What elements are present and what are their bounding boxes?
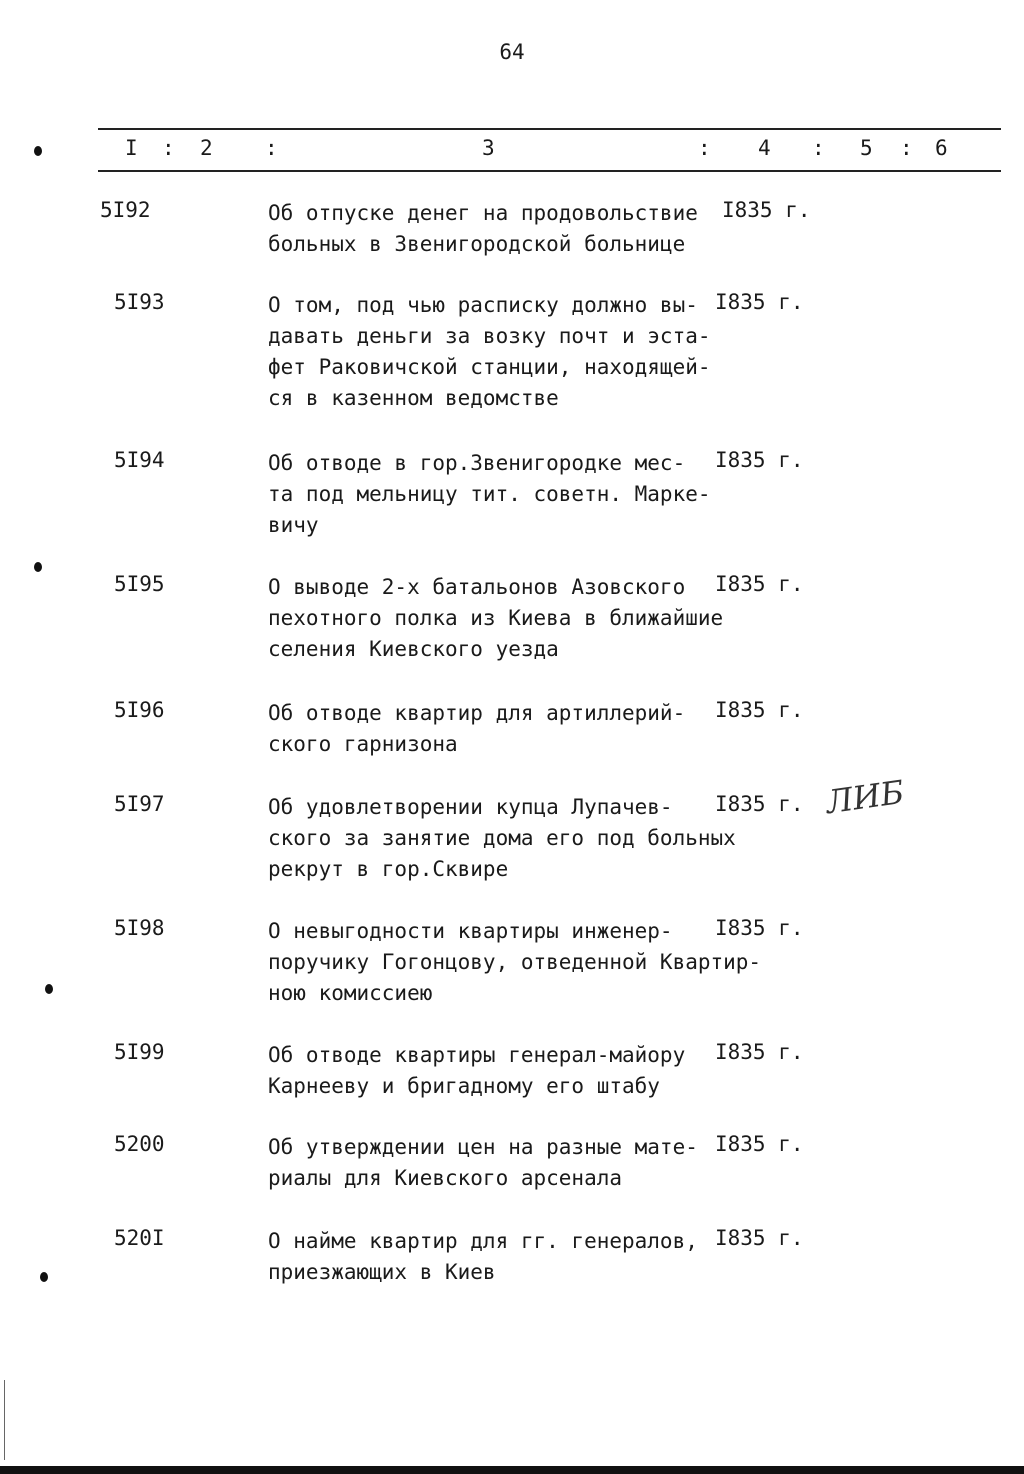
entry-year: I835 г. [715, 698, 804, 722]
entry-text: О том, под чью расписку должно вы- давать деньги за возку почт и эста- фет Раковичской станции, находящей- ся в казенном ведомстве [268, 293, 711, 410]
entry-number: 520I [114, 1226, 165, 1250]
entry-year: I835 г. [715, 1226, 804, 1250]
entry-number: 5I96 [114, 698, 165, 722]
entry-number: 5200 [114, 1132, 165, 1156]
entry-year: I835 г. [715, 572, 804, 596]
header-col1: I [125, 136, 138, 160]
entry-year: I835 г. [715, 916, 804, 940]
header-col6: 6 [935, 136, 948, 160]
entry-text: Об удовлетворении купца Лупачев- ского за занятие дома его под больных рекрут в гор.Сквире [268, 795, 736, 881]
header-sep1: : [162, 136, 175, 160]
entry-number: 5I97 [114, 792, 165, 816]
entry-number: 5I98 [114, 916, 165, 940]
header-sep4: : [812, 136, 825, 160]
entry-text: О выводе 2-х батальонов Азовского пехотного полка из Киева в ближайшие селения Киевского уезда [268, 575, 724, 661]
entry-text: Об отпуске денег на продовольствие больных в Звенигородской больнице [268, 201, 698, 256]
entry-text: О невыгодности квартиры инженер- поручику Гогонцову, отведенной Квартир- ною комиссиею [268, 919, 762, 1005]
entry-year: I835 г. [715, 290, 804, 314]
punch-hole-mark [45, 984, 53, 994]
header-col3: 3 [482, 136, 495, 160]
entry-text: Об отводе квартир для артиллерий- ского гарнизона [268, 701, 686, 756]
header-col2: 2 [200, 136, 213, 160]
punch-hole-mark [34, 146, 42, 156]
header-col4: 4 [758, 136, 771, 160]
entry-text: Об отводе в гор.Звенигородке мес- та под мельницу тит. советн. Марке- вичу [268, 451, 711, 537]
entry-year: I835 г. [722, 198, 811, 222]
punch-hole-mark [34, 562, 42, 572]
entry-number: 5I92 [100, 198, 151, 222]
entry-year: I835 г. [715, 792, 804, 816]
entry-text: Об утверждении цен на разные мате- риалы для Киевского арсенала [268, 1135, 698, 1190]
header-top-rule [98, 128, 1001, 130]
header-sep3: : [698, 136, 711, 160]
entry-text: Об отводе квартиры генерал-майору Карнееву и бригадному его штабу [268, 1043, 686, 1098]
page-number: 64 [499, 40, 525, 64]
header-sep5: : [900, 136, 913, 160]
entry-number: 5I99 [114, 1040, 165, 1064]
page-bottom-edge [0, 1466, 1024, 1474]
punch-hole-mark [40, 1272, 48, 1282]
entry-year: I835 г. [715, 1132, 804, 1156]
entry-number: 5I95 [114, 572, 165, 596]
entry-text: О найме квартир для гг. генералов, приезжающих в Киев [268, 1229, 698, 1284]
entry-number: 5I93 [114, 290, 165, 314]
handwritten-note: ЛИБ [823, 772, 907, 822]
header-sep2: : [265, 136, 278, 160]
entry-number: 5I94 [114, 448, 165, 472]
entry-year: I835 г. [715, 1040, 804, 1064]
page-edge-line [4, 1380, 5, 1460]
header-col5: 5 [860, 136, 873, 160]
header-bottom-rule [98, 170, 1001, 172]
entry-year: I835 г. [715, 448, 804, 472]
